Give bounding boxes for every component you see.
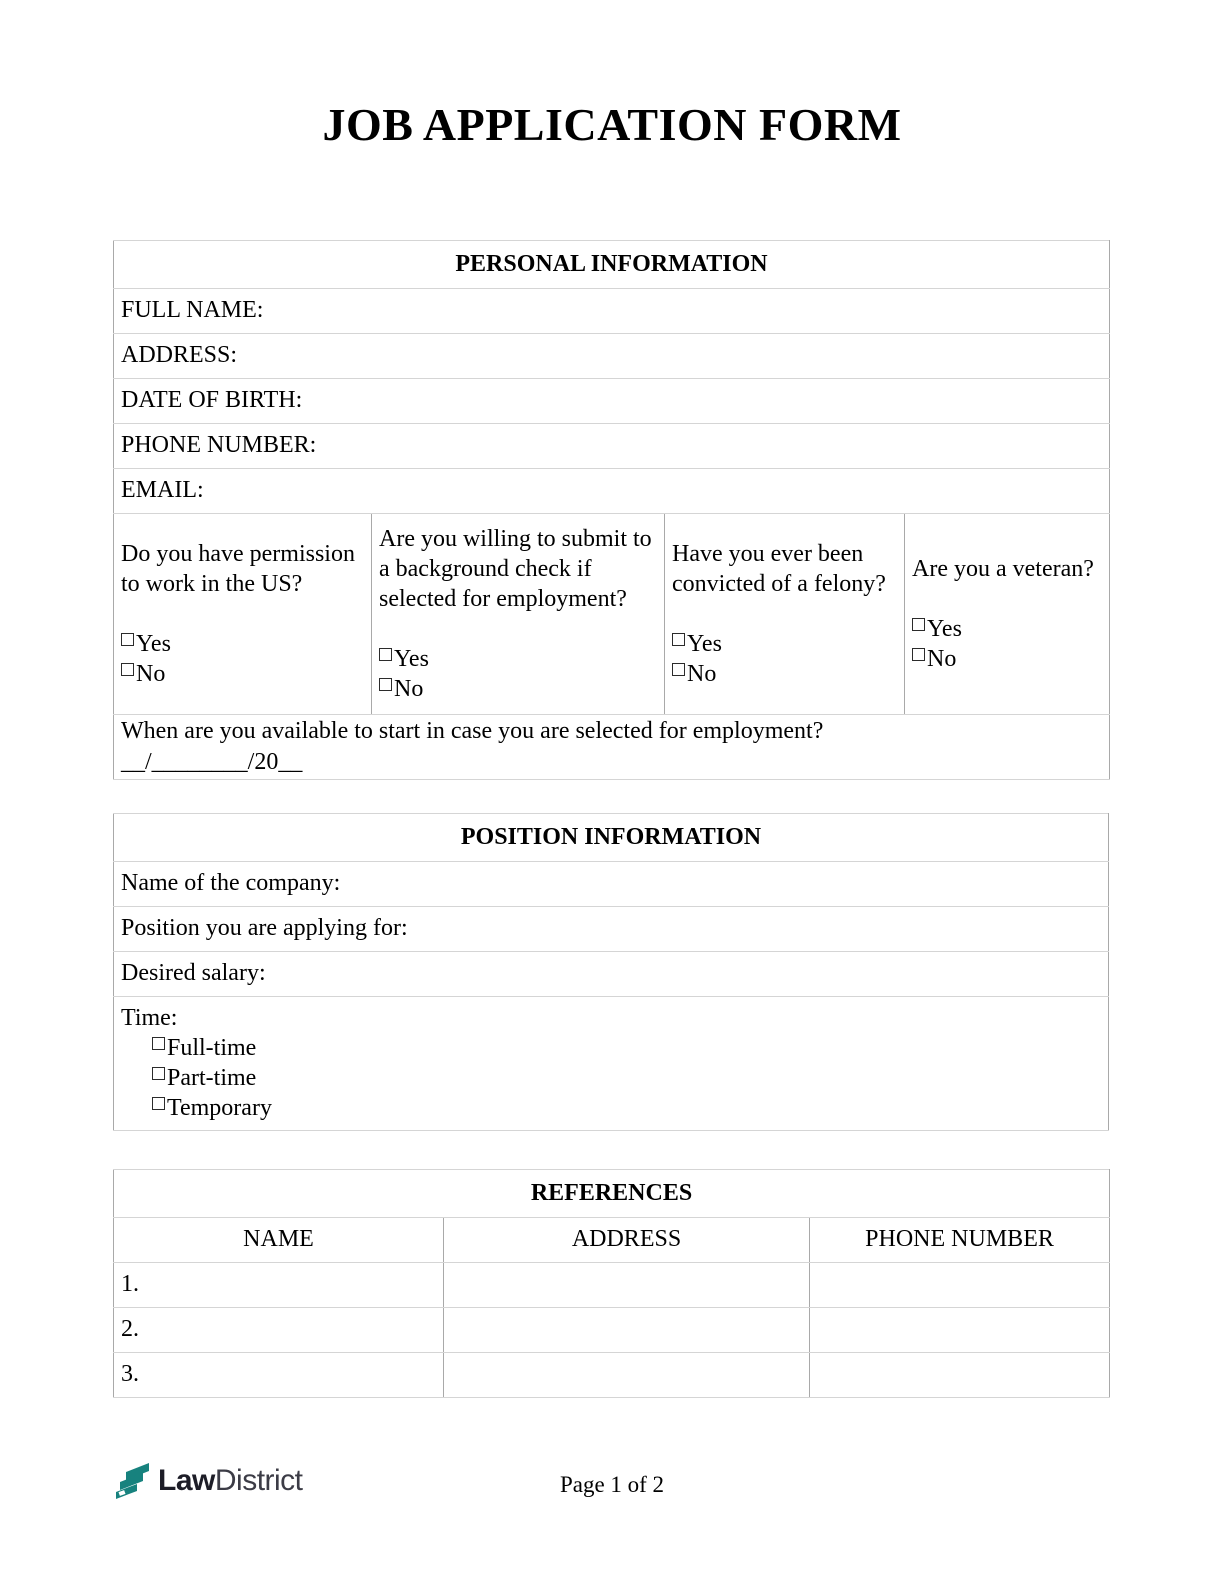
option-label: No <box>927 645 957 672</box>
checkbox-yes[interactable] <box>379 648 392 661</box>
company-name-label: Name of the company: <box>121 870 341 897</box>
checkbox-yes[interactable] <box>121 633 134 646</box>
option-row <box>152 1063 1101 1093</box>
checkbox-yes[interactable] <box>912 618 925 631</box>
option-row <box>912 644 1102 674</box>
time-field <box>114 996 1109 1130</box>
option-row <box>152 1093 1101 1123</box>
reference-3-phone-cell[interactable] <box>810 1352 1110 1397</box>
checkbox-no[interactable] <box>379 678 392 691</box>
option-label: Yes <box>687 630 722 657</box>
company-name-field[interactable] <box>114 861 1109 906</box>
full-name-field[interactable] <box>114 288 1110 333</box>
table-row <box>114 1352 1110 1397</box>
address-field[interactable] <box>114 333 1110 378</box>
column-header-address: ADDRESS <box>444 1217 810 1262</box>
availability-question: When are you available to start in case you are selected for employment? <box>121 717 824 744</box>
brand-district-text: District <box>214 1464 303 1497</box>
option-row <box>379 674 657 704</box>
question-permission-to-work <box>114 513 372 714</box>
spacer <box>379 614 657 644</box>
option-row <box>672 659 897 689</box>
checkbox-yes[interactable] <box>672 633 685 646</box>
reference-2-address-cell[interactable] <box>444 1307 810 1352</box>
option-label: No <box>394 675 424 702</box>
question-felony <box>665 513 905 714</box>
page-footer <box>0 1458 1224 1508</box>
checkbox-full-time[interactable] <box>152 1037 165 1050</box>
option-label: No <box>136 660 166 687</box>
row-number: 2. <box>121 1316 139 1343</box>
reference-1-name-cell[interactable] <box>114 1262 444 1307</box>
question-text: Have you ever been convicted of a felony? <box>672 540 886 597</box>
references-table <box>113 1169 1110 1398</box>
option-label: Yes <box>927 615 962 642</box>
question-text: Do you have permission to work in the US? <box>121 540 355 597</box>
date-of-birth-field[interactable] <box>114 378 1110 423</box>
column-header-phone-number: PHONE NUMBER <box>810 1217 1110 1262</box>
availability-blank[interactable]: __/________/20__ <box>121 748 303 775</box>
option-row <box>379 644 657 674</box>
position-section-header: POSITION INFORMATION <box>114 813 1109 861</box>
phone-number-field[interactable] <box>114 423 1110 468</box>
option-row <box>672 629 897 659</box>
spacer <box>912 584 1102 614</box>
reference-3-name-cell[interactable] <box>114 1352 444 1397</box>
page-number: Page 1 of 2 <box>559 1472 665 1497</box>
checkbox-no[interactable] <box>121 663 134 676</box>
spacer <box>672 599 897 629</box>
reference-2-name-cell[interactable] <box>114 1307 444 1352</box>
checkbox-part-time[interactable] <box>152 1067 165 1080</box>
question-text: Are you willing to submit to a background check if selected for employment? <box>379 525 652 612</box>
reference-2-phone-cell[interactable] <box>810 1307 1110 1352</box>
time-label: Time: <box>121 1005 178 1032</box>
position-applying-field[interactable] <box>114 906 1109 951</box>
checkbox-no[interactable] <box>672 663 685 676</box>
option-label: Yes <box>394 645 429 672</box>
option-label: Part-time <box>167 1065 257 1092</box>
row-number: 1. <box>121 1271 139 1298</box>
address-label: ADDRESS: <box>121 342 238 369</box>
email-label: EMAIL: <box>121 477 204 504</box>
question-veteran <box>905 513 1110 714</box>
option-label: Yes <box>136 630 171 657</box>
time-options <box>152 1033 1101 1123</box>
reference-3-address-cell[interactable] <box>444 1352 810 1397</box>
column-header-name: NAME <box>114 1217 444 1262</box>
option-row <box>121 629 364 659</box>
phone-number-label: PHONE NUMBER: <box>121 432 317 459</box>
date-of-birth-label: DATE OF BIRTH: <box>121 387 303 414</box>
option-row <box>912 614 1102 644</box>
references-section-header: REFERENCES <box>114 1169 1110 1217</box>
spacer <box>121 599 364 629</box>
option-label: Full-time <box>167 1035 257 1062</box>
form-title: JOB APPLICATION FORM <box>322 99 902 150</box>
full-name-label: FULL NAME: <box>121 297 264 324</box>
option-label: No <box>687 660 717 687</box>
position-applying-label: Position you are applying for: <box>121 915 408 942</box>
checkbox-no[interactable] <box>912 648 925 661</box>
question-text: Are you a veteran? <box>912 555 1094 582</box>
checkbox-temporary[interactable] <box>152 1097 165 1110</box>
availability-field[interactable] <box>114 714 1110 779</box>
row-number: 3. <box>121 1361 139 1388</box>
brand-law-text: Law <box>158 1464 215 1497</box>
table-row <box>114 1307 1110 1352</box>
personal-information-table <box>113 240 1110 780</box>
desired-salary-field[interactable] <box>114 951 1109 996</box>
table-row <box>114 1262 1110 1307</box>
desired-salary-label: Desired salary: <box>121 960 266 987</box>
option-row <box>152 1033 1101 1063</box>
option-label: Temporary <box>167 1095 272 1122</box>
personal-section-header: PERSONAL INFORMATION <box>114 240 1110 288</box>
option-row <box>121 659 364 689</box>
reference-1-address-cell[interactable] <box>444 1262 810 1307</box>
reference-1-phone-cell[interactable] <box>810 1262 1110 1307</box>
position-information-table <box>113 813 1109 1131</box>
email-field[interactable] <box>114 468 1110 513</box>
question-background-check <box>372 513 665 714</box>
